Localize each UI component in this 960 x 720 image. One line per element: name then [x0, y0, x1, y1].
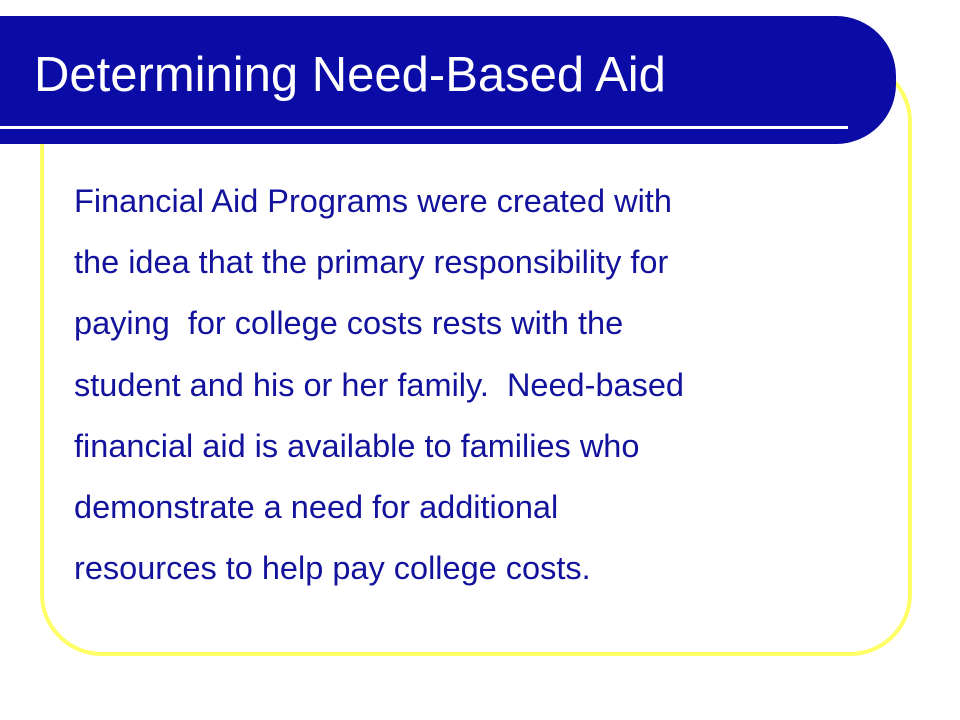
- body-line: paying for college costs rests with the: [74, 305, 624, 342]
- body-line: Financial Aid Programs were created with: [74, 183, 672, 219]
- body-line: resources to help pay college costs.: [74, 550, 591, 587]
- slide-title: Determining Need-Based Aid: [34, 48, 666, 102]
- body-line: the idea that the primary responsibility for: [74, 244, 669, 281]
- body-line: financial aid is available to families who: [74, 427, 640, 464]
- body-line: student and his or her family. Need-based: [74, 366, 685, 403]
- body-paragraph: [74, 171, 904, 599]
- title-banner: [0, 16, 896, 144]
- body-line: demonstrate a need for additional: [74, 489, 559, 526]
